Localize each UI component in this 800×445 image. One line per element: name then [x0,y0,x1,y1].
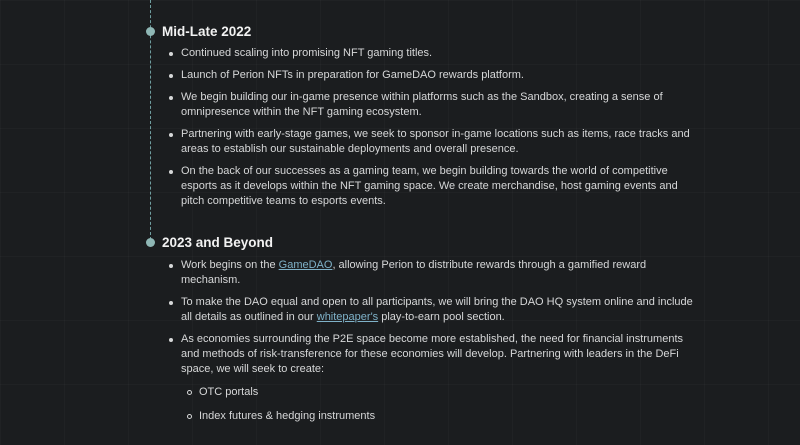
list-item: On the back of our successes as a gaming team, we begin building towards the world of competitive esports as it develops within the NFT gaming space. We create merchandise, host gaming events and pitch competitive teams to esports events. [163,164,703,209]
timeline-dot [146,27,155,36]
section-title-mid-late-2022: Mid-Late 2022 [162,24,252,39]
whitepaper-link[interactable]: whitepaper's [316,311,379,323]
gamedao-link[interactable]: GameDAO [278,259,333,271]
timeline-line [150,0,151,240]
mid-late-2022-list [163,46,703,216]
sub-list-item: Index futures & hedging instruments [181,409,703,424]
list-item-dao-hq: To make the DAO equal and open to all participants, we will bring the DAO HQ system online and include all details as outlined in our whitepaper's play-to-earn pool section. [163,295,703,325]
list-item: Launch of Perion NFTs in preparation for GameDAO rewards platform. [163,68,703,83]
2023-and-beyond-list [163,258,703,433]
list-item-gamedao: Work begins on the GameDAO, allowing Perion to distribute rewards through a gamified reward mechanism. [163,258,703,288]
list-item: Partnering with early-stage games, we seek to sponsor in-game locations such as items, race tracks and areas to establish our sustainable deployments and overall presence. [163,127,703,157]
defi-sublist [181,385,703,424]
timeline-dot [146,238,155,247]
list-item-defi: As economies surrounding the P2E space become more established, the need for financial instruments and methods of risk-transference for these economies will develop. Partnering with leaders in the DeFi space, we will seek to create: OTC portals Index futures & hedging instruments [163,332,703,424]
list-item: Continued scaling into promising NFT gaming titles. [163,46,703,61]
list-item: We begin building our in-game presence within platforms such as the Sandbox, creating a sense of omnipresence within the NFT gaming ecosystem. [163,90,703,120]
sub-list-item: OTC portals [181,385,703,400]
section-title-2023-and-beyond: 2023 and Beyond [162,235,274,250]
